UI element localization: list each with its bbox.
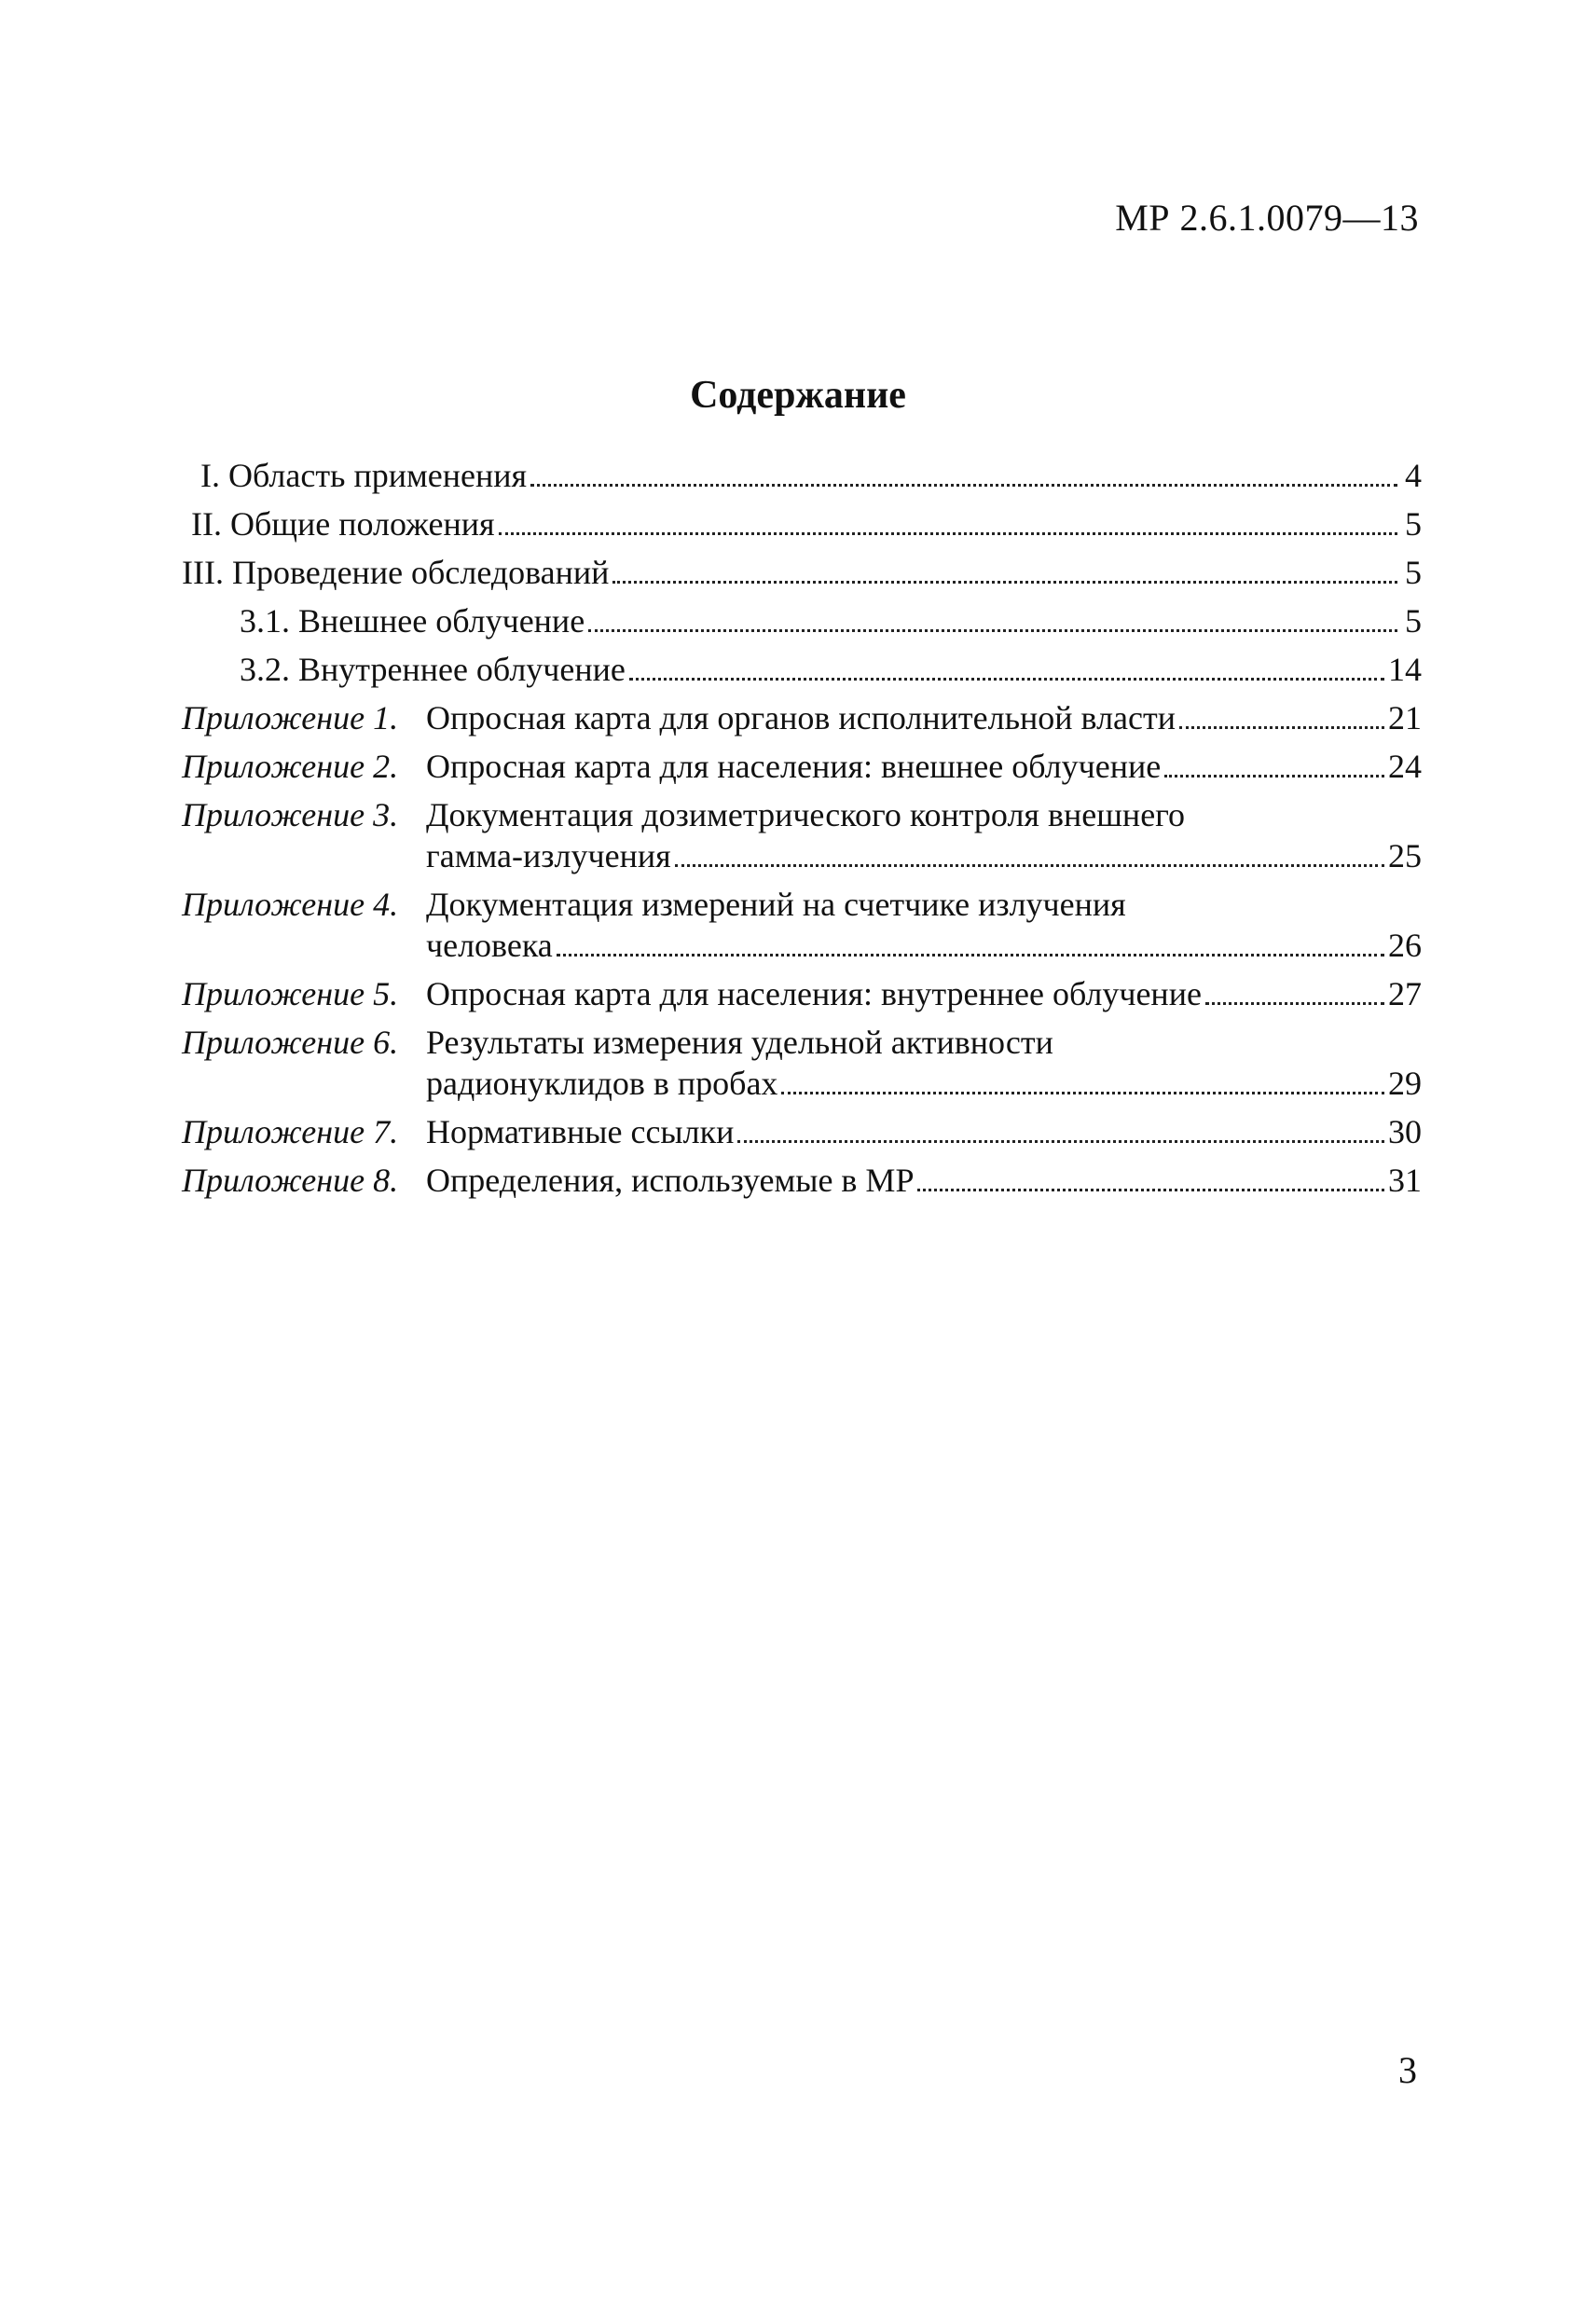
toc-entry-label: гамма-излучения (426, 837, 671, 874)
toc-entry-page: 4 (1405, 457, 1422, 494)
toc-entry-label-line: Документация измерений на счетчике излучения (426, 886, 1126, 923)
toc-entry-internal[interactable] (182, 649, 1422, 690)
toc-entry-label: 3.2. Внутреннее облучение (240, 651, 626, 688)
toc-entry-page: 25 (1388, 837, 1422, 874)
toc-entry-page: 27 (1388, 975, 1422, 1012)
dot-leader (629, 678, 1384, 681)
dot-leader (1205, 1002, 1384, 1005)
toc-appendix-2[interactable] (182, 746, 1422, 787)
toc-entry-page: 26 (1388, 927, 1422, 964)
toc-entry-label-line: Документация дозиметрического контроля внешнего (426, 796, 1186, 833)
toc-entry-page: 21 (1388, 699, 1422, 736)
toc-entry-label: III. Проведение обследований (182, 554, 610, 591)
appendix-prefix: Приложение 4. (182, 886, 399, 923)
appendix-prefix: Приложение 6. (182, 1024, 399, 1061)
toc-appendix-3[interactable] (182, 794, 1422, 876)
toc-entry-label: 3.1. Внешнее облучение (240, 602, 585, 640)
dot-leader (557, 954, 1384, 956)
toc-appendix-5[interactable] (182, 973, 1422, 1014)
toc-entry-page: 29 (1388, 1065, 1422, 1102)
appendix-prefix: Приложение 8. (182, 1162, 399, 1199)
dot-leader (1179, 726, 1384, 729)
page-number: 3 (1398, 2049, 1417, 2091)
toc-appendix-7[interactable] (182, 1111, 1422, 1152)
dot-leader (917, 1189, 1384, 1191)
toc-entry-page: 30 (1388, 1113, 1422, 1150)
toc-entry-page: 5 (1405, 554, 1422, 591)
toc-appendix-1[interactable] (182, 697, 1422, 738)
toc-entry-label-line: Результаты измерения удельной активности (426, 1024, 1053, 1061)
toc-entry-page: 14 (1388, 651, 1422, 688)
toc-entry-label: II. Общие положения (191, 505, 495, 543)
toc-entry-label: Опросная карта для органов исполнительной власти (426, 699, 1176, 736)
dot-leader (588, 629, 1397, 632)
toc-entry-external[interactable] (182, 600, 1422, 641)
toc-entry-page: 5 (1405, 602, 1422, 640)
dot-leader (675, 864, 1384, 867)
toc-appendix-8[interactable] (182, 1160, 1422, 1201)
appendix-prefix: Приложение 7. (182, 1113, 399, 1150)
appendix-prefix: Приложение 2. (182, 748, 399, 785)
toc-entry-label: Нормативные ссылки (426, 1113, 735, 1150)
appendix-prefix: Приложение 5. (182, 975, 399, 1012)
dot-leader (612, 581, 1397, 584)
dot-leader (737, 1140, 1384, 1143)
toc-entry-label: I. Область применения (200, 457, 528, 494)
toc-entry-surveys[interactable] (182, 552, 1422, 593)
toc-entry-page: 24 (1388, 748, 1422, 785)
toc-entry-label: Определения, используемые в МР (426, 1162, 915, 1199)
document-code: МР 2.6.1.0079—13 (1115, 197, 1419, 239)
toc-appendix-4[interactable] (182, 884, 1422, 966)
dot-leader (1164, 775, 1384, 778)
toc-entry-page: 31 (1388, 1162, 1422, 1199)
toc-entry-label: радионуклидов в пробах (426, 1065, 778, 1102)
toc-title: Содержание (690, 374, 906, 417)
dot-leader (499, 532, 1397, 535)
table-of-contents (182, 455, 1422, 1208)
appendix-prefix: Приложение 3. (182, 796, 399, 833)
toc-entry-page: 5 (1405, 505, 1422, 543)
dot-leader (530, 484, 1397, 487)
toc-appendix-6[interactable] (182, 1022, 1422, 1104)
toc-entry-scope[interactable] (182, 455, 1422, 496)
toc-entry-label: Опросная карта для населения: внутреннее облучение (426, 975, 1202, 1012)
toc-entry-general[interactable] (182, 503, 1422, 544)
toc-entry-label: Опросная карта для населения: внешнее облучение (426, 748, 1162, 785)
appendix-prefix: Приложение 1. (182, 699, 399, 736)
dot-leader (781, 1092, 1384, 1094)
toc-entry-label: человека (426, 927, 553, 964)
